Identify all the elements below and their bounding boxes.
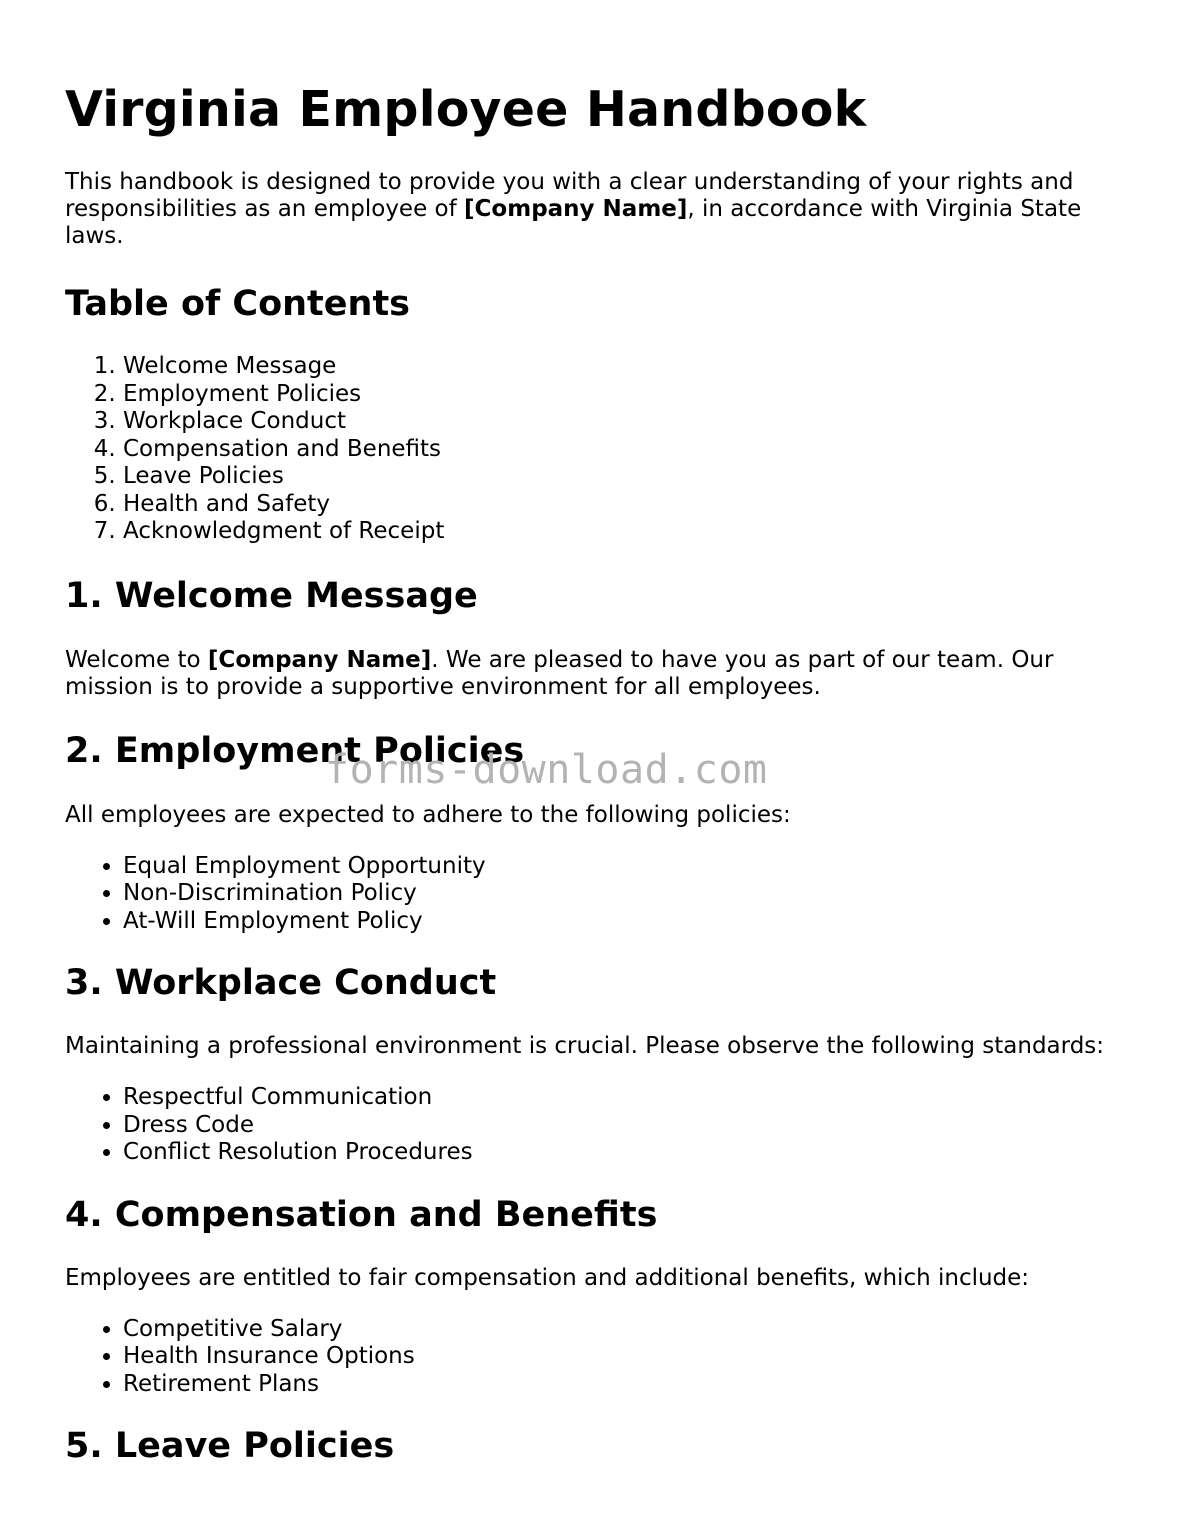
employment-paragraph: All employees are expected to adhere to the following policies: <box>65 801 791 828</box>
welcome-company-placeholder: [Company Name] <box>207 646 432 673</box>
intro-company-placeholder: [Company Name] <box>464 196 688 222</box>
intro-text-after: , in accordance with Virginia State laws. <box>65 196 1082 249</box>
list-item: • Competitive Salary <box>123 1316 1135 1344</box>
document-title: Virginia Employee Handbook <box>65 81 867 138</box>
compensation-list <box>65 1316 1135 1399</box>
toc-item: 7. Acknowledgment of Receipt <box>123 518 1135 546</box>
list-item: • Retirement Plans <box>123 1371 1135 1399</box>
list-item: • Health Insurance Options <box>123 1343 1135 1371</box>
list-item: • At-Will Employment Policy <box>123 908 1135 936</box>
toc-item: 5. Leave Policies <box>123 463 1135 491</box>
welcome-heading: 1. Welcome Message <box>65 575 478 616</box>
list-item: • Conflict Resolution Procedures <box>123 1139 1135 1167</box>
watermark: forms-download.com <box>325 747 768 793</box>
compensation-heading: 4. Compensation and Benefits <box>65 1194 658 1235</box>
welcome-paragraph <box>65 647 1135 701</box>
list-item: • Non-Discrimination Policy <box>123 880 1135 908</box>
welcome-text-after: . We are pleased to have you as part of our team. Our mission is to provide a supportive environment for all employees. <box>65 646 1054 700</box>
compensation-paragraph: Employees are entitled to fair compensation and additional benefits, which include: <box>65 1264 1030 1291</box>
intro-text-before: This handbook is designed to provide you with a clear understanding of your rights and responsibilities as an employee of <box>65 169 1074 222</box>
list-item: • Equal Employment Opportunity <box>123 853 1135 881</box>
conduct-heading: 3. Workplace Conduct <box>65 963 497 1003</box>
employment-heading: 2. Employment Policies <box>65 730 525 771</box>
toc-list <box>65 353 1135 546</box>
toc-item: 3. Workplace Conduct <box>123 408 1135 436</box>
list-item: • Respectful Communication <box>123 1084 1135 1112</box>
leave-heading: 5. Leave Policies <box>65 1426 395 1466</box>
toc-item: 6. Health and Safety <box>123 491 1135 519</box>
toc-item: 4. Compensation and Benefits <box>123 436 1135 464</box>
list-item: • Dress Code <box>123 1112 1135 1140</box>
toc-item: 2. Employment Policies <box>123 381 1135 409</box>
welcome-text-before: Welcome to <box>65 646 208 673</box>
toc-heading: Table of Contents <box>65 284 411 324</box>
toc-item: 1. Welcome Message <box>123 353 1135 381</box>
conduct-paragraph: Maintaining a professional environment is crucial. Please observe the following standards: <box>65 1033 1105 1059</box>
employment-list <box>65 853 1135 936</box>
intro-paragraph <box>65 169 1135 250</box>
document-page <box>65 0 1135 1468</box>
conduct-list <box>65 1084 1135 1167</box>
